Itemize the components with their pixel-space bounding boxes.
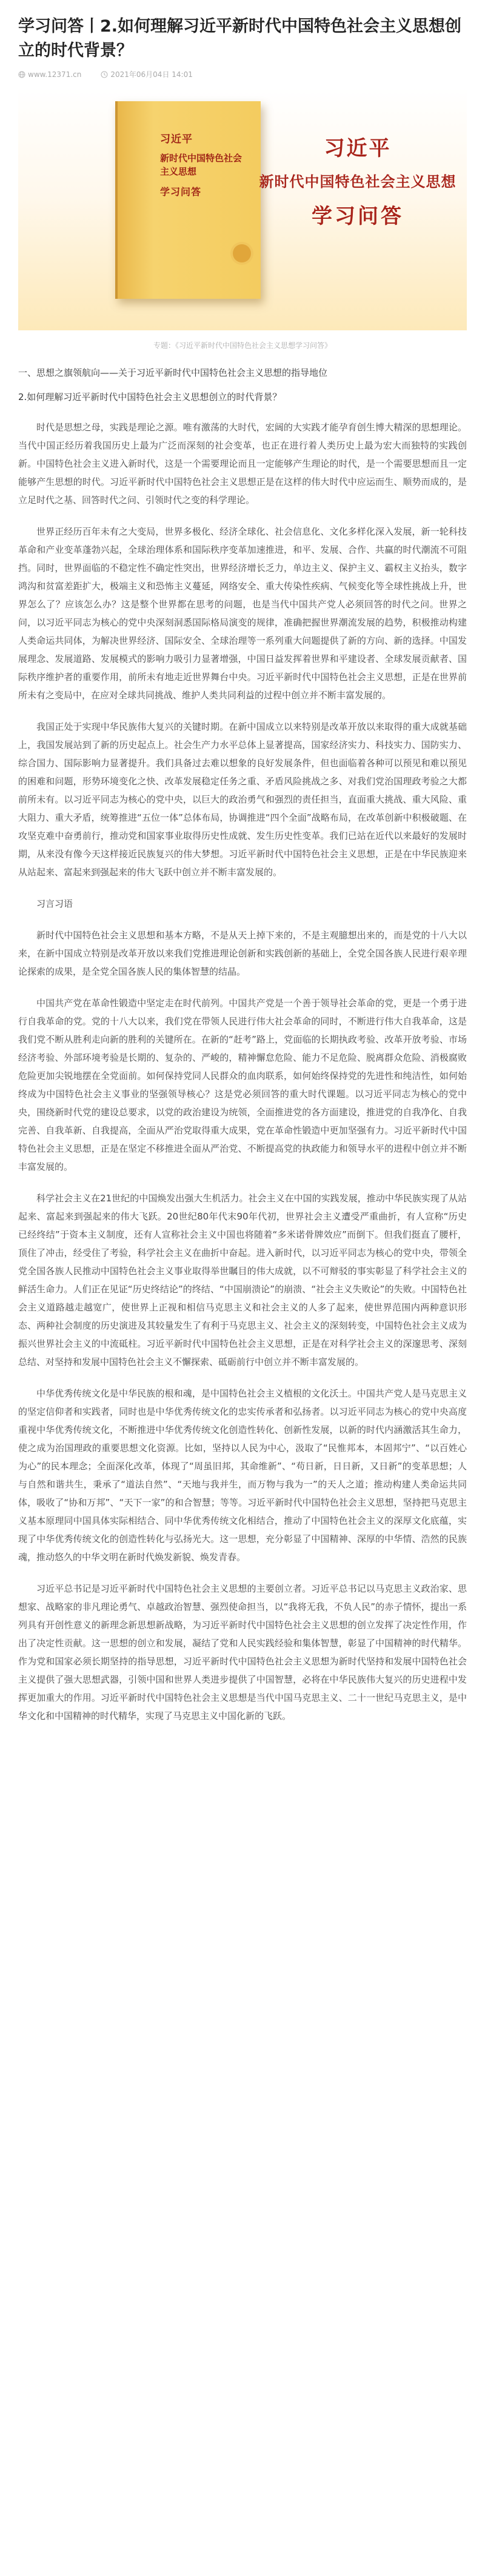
date-text: 2021年06月04日 14:01	[110, 70, 193, 79]
book-title-line1: 习近平	[160, 133, 193, 145]
topic-caption[interactable]: 专题：《习近平新时代中国特色社会主义思想学习问答》	[153, 341, 332, 350]
paragraph: 世界正经历百年未有之大变局，世界多极化、经济全球化、社会信息化、文化多样化深入发展，新一轮科技革命和产业变革蓬勃兴起，全球治理体系和国际秩序变革加速推进，和平、发展、合作、共赢的时代潮流不可阻挡。同时，世界面临的不稳定性不确定性突出，世界经济增长乏力，单边主义、保护主义、霸权主义抬头，数字鸿沟和贫富差距扩大，极端主义和恐怖主义蔓延，网络安全、重大传染性疾病、气候变化等全球性挑战上升，世界怎么了？应该怎么办？这是整个世界都在思考的问题，也是当代中国共产党人必须回答的时代之问。世界之问，以习近平同志为核心的党中央深刻洞悉国际格局演变的规律，准确把握世界潮流发展的趋势，积极推动构建人类命运共同体，为解决世界经济、国际安全、全球治理等一系列重大问题提供了新的方向、新的选择。中国发展理念、发展道路、发展模式的影响力吸引力显著增强，中国日益发挥着世界和平建设者、全球发展贡献者、国际秩序维护者的重要作用，前所未有地走近世界舞台中央。习近平新时代中国特色社会主义思想，正是在世界前所未有之变局中，在应对全球共同挑战、维护人类共同利益的过程中创立并不断丰富发展的。	[18, 526, 467, 701]
cover-headline-line1: 习近平	[324, 136, 392, 161]
emblem-icon	[233, 244, 251, 262]
quote-subheading: 习言习语	[36, 898, 73, 909]
book-text	[160, 130, 245, 198]
source	[18, 70, 91, 79]
page-title: 学习问答丨2.如何理解习近平新时代中国特色社会主义思想创立的时代背景？	[18, 17, 462, 60]
paragraph: 中华优秀传统文化是中华民族的根和魂，是中国特色社会主义植根的文化沃土。中国共产党人是马克思主义的坚定信仰者和实践者，同时也是中华优秀传统文化的忠实传承者和弘扬者。以习近平同志为核心的党中央高度重视中华优秀传统文化，不断推进中华优秀传统文化创造性转化、创新性发展，以新的时代内涵激活其生命力，使之成为治国理政的重要思想文化资源。比如，坚持以人民为中心，汲取了“民惟邦本，本固邦宁”、“以百姓心为心”的民本理念；全面深化改革，体现了“周虽旧邦，其命维新”、“苟日新，日日新，又日新”的变革思想；人与自然和谐共生，秉承了“道法自然”、“天地与我并生，而万物与我为一”的天人之道；推动构建人类命运共同体，吸收了“协和万邦”、“天下一家”的和合智慧；等等。习近平新时代中国特色社会主义思想，坚持把马克思主义基本原理同中国具体实际相结合、同中华优秀传统文化相结合，推动了中国特色社会主义的深厚文化底蕴，实现了中华优秀传统文化的创造性转化与弘扬光大。这一思想，充分彰显了中国精神、深厚的中华情、浩然的民族魂，推动悠久的中华文明在新时代焕发新貌、焕发青春。	[18, 1388, 467, 1563]
paragraph: 习近平总书记是习近平新时代中国特色社会主义思想的主要创立者。习近平总书记以马克思主义政治家、思想家、战略家的非凡理论勇气、卓越政治智慧、强烈使命担当，以“我将无我，不负人民”的赤子情怀，提出一系列具有开创性意义的新理念新思想新战略，为习近平新时代中国特色社会主义思想的创立发挥了决定性作用，作出了决定性贡献。这一思想的创立和发展，凝结了党和人民实践经验和集体智慧，彰显了中国精神的时代精华。作为党和国家必须长期坚持的指导思想，习近平新时代中国特色社会主义思想为新时代坚持和发展中国特色社会主义提供了强大思想武器，引领中国和世界人类进步提供了中国智慧，必将在中华民族伟大复兴的历史进程中发挥更加重大的作用。习近平新时代中国特色社会主义思想是当代中国马克思主义、二十一世纪马克思主义，是中华文化和中国精神的时代精华，实现了马克思主义中国化新的飞跃。	[18, 1583, 467, 1721]
source-text: www.12371.cn	[28, 70, 82, 79]
paragraph: 新时代中国特色社会主义思想和基本方略，不是从天上掉下来的，不是主观臆想出来的，而是党的十八大以来，在新中国成立特别是改革开放以来我们党推进理论创新和实践创新的基础上，全党全国各族人民进行艰辛理论探索的成果，是全党全国各族人民的集体智慧的结晶。	[18, 930, 467, 977]
paragraph: 我国正处于实现中华民族伟大复兴的关键时期。在新中国成立以来特别是改革开放以来取得的重大成就基础上，我国发展站到了新的历史起点上。社会生产力水平总体上显著提高，国家经济实力、科技实力、国防实力、综合国力、国际影响力显著提升。我们具备过去难以想象的良好发展条件，但也面临着各种可以预见和难以预见的困难和问题，形势环境变化之快、改革发展稳定任务之重、矛盾风险挑战之多、对我们党治国理政考验之大都前所未有。以习近平同志为核心的党中央，以巨大的政治勇气和强烈的责任担当，直面重大挑战、重大风险、重大阻力、重大矛盾，统筹推进“五位一体”总体布局，协调推进“四个全面”战略布局，在改革创新中积极破题、在攻坚克难中奋勇前行，推动党和国家事业取得历史性成就、发生历史性变革。我们已站在近代以来最好的发展时期，从来没有像今天这样接近民族复兴的伟大梦想。习近平新时代中国特色社会主义思想，正是在中华民族迎来从站起来、富起来到强起来的伟大飞跃中创立并不断丰富发展的。	[18, 721, 467, 878]
section-heading: 一、思想之旗领航向——关于习近平新时代中国特色社会主义思想的指导地位	[18, 367, 328, 378]
paragraph: 中国共产党在革命性锻造中坚定走在时代前列。中国共产党是一个善于领导社会革命的党，更是一个勇于进行自我革命的党。党的十八大以来，我们党在带领人民进行伟大社会革命的同时，不断进行伟大自我革命，这是我们党不断从胜利走向新的胜利的关键所在。在新的“赶考”路上，党面临的长期执政考验、改革开放考验、市场经济考验、外部环境考验是长期的、复杂的、严峻的，精神懈怠危险、能力不足危险、脱离群众危险、消极腐败危险更加尖锐地摆在全党面前。如何保持党同人民群众的血肉联系，如何始终保持党的先进性和纯洁性，如何始终成为中国特色社会主义事业的坚强领导核心？这是党必须回答的重大时代课题。以习近平同志为核心的党中央，围绕新时代党的建设总要求，以党的政治建设为统领，全面推进党的各方面建设，推进党的自我净化、自我完善、自我革新、自我提高，全面从严治党取得重大成果，党在革命性锻造中更加坚强有力。习近平新时代中国特色社会主义思想，正是在坚定不移推进全面从严治党、不断提高党的执政能力和领导水平的进程中创立并不断丰富发展的。	[18, 998, 467, 1172]
article	[18, 0, 467, 1725]
book-title-line2: 新时代中国特色社会主义思想	[160, 153, 242, 177]
paragraph: 科学社会主义在21世纪的中国焕发出强大生机活力。社会主义在中国的实践发展，推动中华民族实现了从站起来、富起来到强起来的伟大飞跃。20世纪80年代末90年代初，世界社会主义遭受严重曲折，有人宣称“历史已经终结”于资本主义制度，还有人宣称社会主义中国也将随着“多米诺骨牌效应”而倒下。但我们挺直了腰杆，顶住了冲击，经受住了考验，科学社会主义在曲折中奋起。进入新时代，以习近平同志为核心的党中央，带领全党全国各族人民推动中国特色社会主义事业取得举世瞩目的伟大成就，以不可辩驳的事实彰显了科学社会主义的鲜活生命力。人们正在见证“历史终结论”的终结、“中国崩溃论”的崩溃、“社会主义失败论”的失败。中国特色社会主义道路越走越宽广，使世界上正视和相信马克思主义和社会主义的人多了起来，使世界范围内两种意识形态、两种社会制度的历史演进及其较量发生了有利于马克思主义、社会主义的深刻转变，中国特色社会主义成为振兴世界社会主义的中流砥柱。习近平新时代中国特色社会主义思想，正是在对科学社会主义的深邃思考、深刻总结、对坚持和发展中国特色社会主义不懈探索、砥砺前行中创立并不断丰富发展的。	[18, 1193, 467, 1367]
question-heading: 2.如何理解习近平新时代中国特色社会主义思想创立的时代背景？	[18, 392, 282, 402]
book-title-line3: 学习问答	[160, 186, 202, 198]
clock-icon	[101, 71, 108, 78]
cover-headline	[249, 132, 467, 229]
cover-image	[18, 88, 467, 330]
book-cover	[115, 101, 261, 299]
publish-date	[101, 69, 202, 79]
article-meta	[18, 69, 467, 79]
cover-headline-line3: 学习问答	[312, 204, 404, 229]
globe-icon	[18, 71, 25, 78]
paragraph: 时代是思想之母，实践是理论之源。唯有激荡的大时代，宏阔的大实践才能孕育创生博大精深的思想理论。当代中国正经历着我国历史上最为广泛而深刻的社会变革，也正在进行着人类历史上最为宏大而独特的实践创新。中国特色社会主义进入新时代，这是一个需要理论而且一定能够产生理论的时代，是一个需要思想而且一定能够产生思想的时代。习近平新时代中国特色社会主义思想正是在这样的伟大时代中应运而生、顺势而成的，是立足时代之基、回答时代之问、引领时代之变的科学理论。	[18, 422, 467, 506]
cover-headline-line2: 新时代中国特色社会主义思想	[259, 173, 457, 190]
